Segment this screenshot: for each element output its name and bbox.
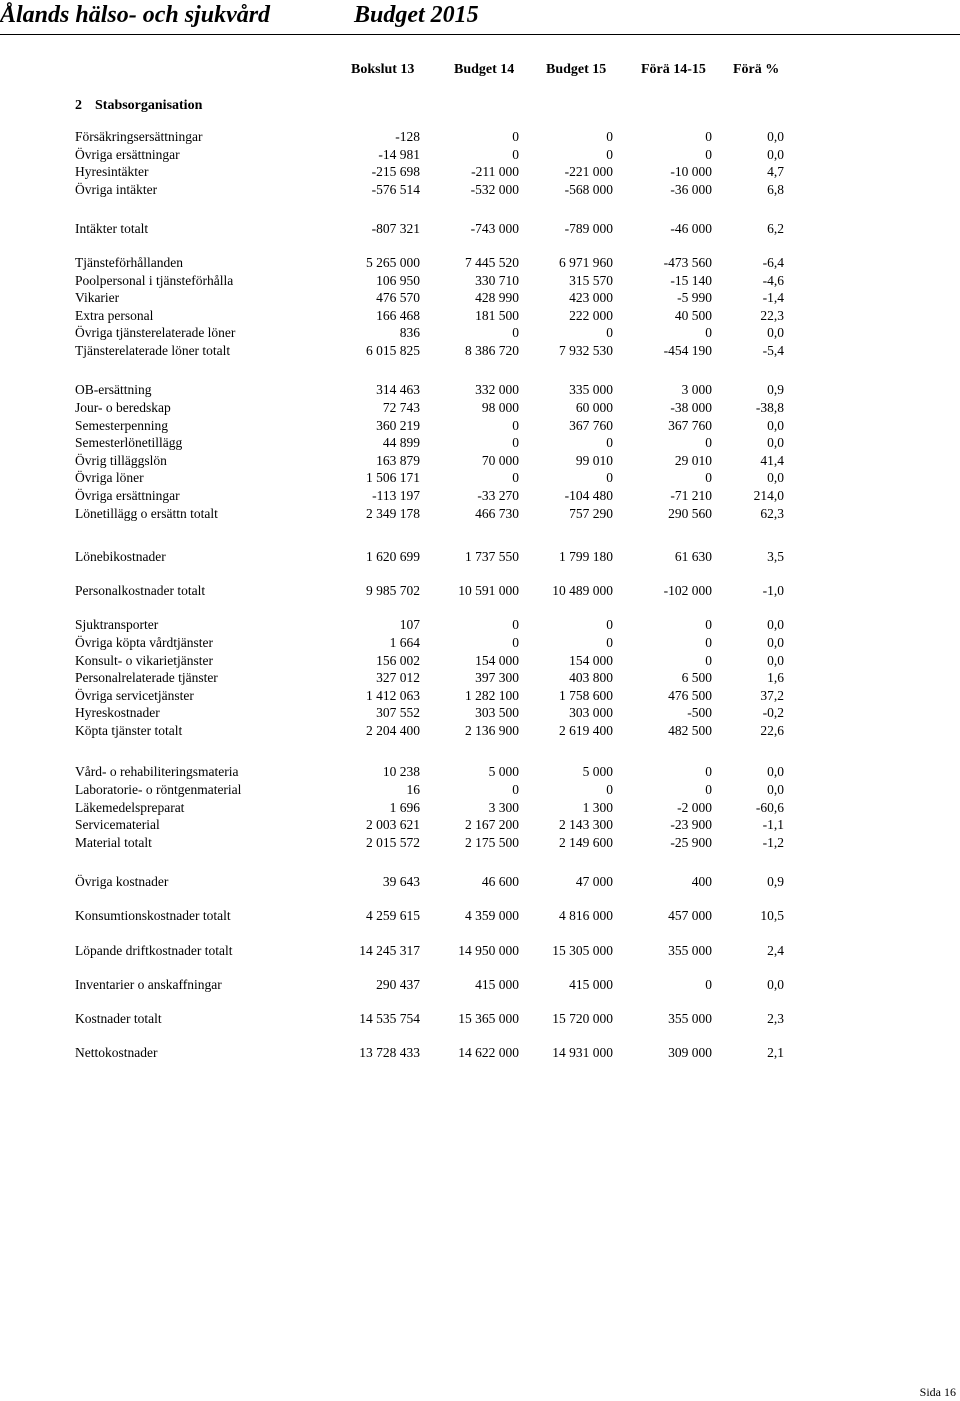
- cell-budget-14: 1 282 100: [465, 688, 519, 703]
- cell-fora-percent: 214,0: [753, 488, 784, 503]
- column-header-bokslut-13: Bokslut 13: [351, 62, 415, 77]
- cell-fora-14-15: 0: [705, 129, 712, 144]
- row-label: Övriga intäkter: [75, 182, 158, 197]
- cell-fora-14-15: 40 500: [674, 308, 712, 323]
- row-label: OB-ersättning: [75, 382, 152, 397]
- cell-fora-percent: 0,0: [767, 325, 784, 340]
- table-row: [0, 128, 960, 145]
- cell-fora-percent: 0,0: [767, 147, 784, 162]
- cell-fora-percent: 4,7: [767, 164, 784, 179]
- cell-budget-15: 7 932 530: [559, 343, 613, 358]
- cell-budget-14: 70 000: [481, 453, 519, 468]
- cell-fora-14-15: 0: [705, 470, 712, 485]
- row-label: Inventarier o anskaffningar: [75, 977, 222, 992]
- cell-fora-percent: 2,3: [767, 1011, 784, 1026]
- cell-budget-15: 0: [606, 617, 613, 632]
- table-row: [0, 704, 960, 721]
- row-label: Nettokostnader: [75, 1045, 158, 1060]
- cell-budget-15: 2 619 400: [559, 723, 613, 738]
- page-number: Sida 16: [919, 1385, 956, 1399]
- table-row: [0, 781, 960, 798]
- cell-fora-percent: 0,0: [767, 782, 784, 797]
- cell-budget-15: 0: [606, 325, 613, 340]
- cell-fora-14-15: 0: [705, 617, 712, 632]
- cell-bokslut-13: 5 265 000: [366, 255, 420, 270]
- cell-budget-15: -789 000: [564, 221, 613, 236]
- table-row: [0, 816, 960, 833]
- row-label: Övrig tilläggslön: [75, 453, 167, 468]
- cell-budget-15: -221 000: [564, 164, 613, 179]
- cell-budget-14: 154 000: [475, 653, 519, 668]
- cell-bokslut-13: -215 698: [371, 164, 420, 179]
- table-row: [0, 381, 960, 398]
- cell-fora-14-15: 0: [705, 653, 712, 668]
- row-label: Sjuktransporter: [75, 617, 159, 632]
- table-row: [0, 452, 960, 469]
- cell-fora-percent: -4,6: [762, 273, 784, 288]
- row-label: Tjänsteförhållanden: [75, 255, 183, 270]
- cell-fora-14-15: 0: [705, 147, 712, 162]
- cell-budget-15: 0: [606, 435, 613, 450]
- cell-fora-14-15: -23 900: [670, 817, 712, 832]
- table-row: [0, 399, 960, 416]
- cell-fora-14-15: 476 500: [668, 688, 712, 703]
- cell-budget-15: 15 720 000: [552, 1011, 613, 1026]
- cell-bokslut-13: 2 003 621: [366, 817, 420, 832]
- cell-budget-15: 335 000: [569, 382, 613, 397]
- cell-fora-percent: 37,2: [760, 688, 784, 703]
- cell-fora-percent: 0,0: [767, 470, 784, 485]
- cell-fora-14-15: 29 010: [674, 453, 712, 468]
- cell-fora-14-15: 0: [705, 635, 712, 650]
- cell-fora-14-15: 3 000: [681, 382, 712, 397]
- cell-fora-14-15: -454 190: [663, 343, 712, 358]
- cell-fora-14-15: 309 000: [668, 1045, 712, 1060]
- cell-fora-14-15: 290 560: [668, 506, 712, 521]
- cell-budget-14: 330 710: [475, 273, 519, 288]
- cell-fora-percent: 0,0: [767, 129, 784, 144]
- cell-budget-14: 0: [512, 617, 519, 632]
- cell-bokslut-13: -113 197: [372, 488, 420, 503]
- cell-fora-percent: 0,9: [767, 874, 784, 889]
- table-row: [0, 799, 960, 816]
- row-label: Hyresintäkter: [75, 164, 149, 179]
- section-title: [75, 97, 202, 114]
- row-label: Semesterlönetillägg: [75, 435, 183, 450]
- table-row: [0, 834, 960, 851]
- cell-budget-14: -33 270: [477, 488, 519, 503]
- table-row: [0, 254, 960, 271]
- cell-fora-percent: 41,4: [760, 453, 784, 468]
- cell-bokslut-13: 360 219: [376, 418, 420, 433]
- table-row: [0, 763, 960, 780]
- cell-bokslut-13: 1 412 063: [366, 688, 420, 703]
- cell-bokslut-13: -128: [395, 129, 420, 144]
- cell-budget-15: 1 799 180: [559, 549, 613, 564]
- table-row: [0, 342, 960, 359]
- cell-fora-percent: 0,0: [767, 635, 784, 650]
- cell-bokslut-13: 1 506 171: [366, 470, 420, 485]
- cell-budget-14: 5 000: [488, 764, 519, 779]
- page-header: [0, 0, 960, 35]
- row-label: Övriga köpta vårdtjänster: [75, 635, 213, 650]
- cell-budget-15: 222 000: [569, 308, 613, 323]
- cell-fora-14-15: 0: [705, 435, 712, 450]
- cell-bokslut-13: 72 743: [382, 400, 420, 415]
- cell-fora-14-15: 355 000: [668, 943, 712, 958]
- cell-bokslut-13: 9 985 702: [366, 583, 420, 598]
- cell-fora-percent: -60,6: [755, 800, 784, 815]
- table-row: [0, 687, 960, 704]
- cell-fora-14-15: -38 000: [670, 400, 712, 415]
- cell-fora-14-15: -71 210: [670, 488, 712, 503]
- cell-fora-percent: 0,0: [767, 764, 784, 779]
- cell-fora-14-15: 0: [705, 764, 712, 779]
- cell-budget-14: 2 136 900: [465, 723, 519, 738]
- cell-budget-15: 0: [606, 147, 613, 162]
- cell-budget-15: 757 290: [569, 506, 613, 521]
- table-row: [0, 652, 960, 669]
- cell-fora-14-15: 482 500: [668, 723, 712, 738]
- cell-budget-15: 1 758 600: [559, 688, 613, 703]
- cell-budget-14: 14 950 000: [458, 943, 519, 958]
- cell-bokslut-13: 44 899: [382, 435, 420, 450]
- cell-fora-percent: 1,6: [767, 670, 784, 685]
- table-row: [0, 548, 960, 565]
- cell-budget-14: -743 000: [470, 221, 519, 236]
- cell-budget-15: 60 000: [575, 400, 613, 415]
- row-label: Övriga servicetjänster: [75, 688, 194, 703]
- cell-fora-percent: 0,0: [767, 435, 784, 450]
- cell-bokslut-13: 4 259 615: [366, 908, 420, 923]
- cell-budget-15: 0: [606, 782, 613, 797]
- cell-budget-14: 415 000: [475, 977, 519, 992]
- cell-budget-14: -532 000: [470, 182, 519, 197]
- cell-budget-15: 10 489 000: [552, 583, 613, 598]
- table-row: [0, 487, 960, 504]
- cell-bokslut-13: 327 012: [376, 670, 420, 685]
- cell-fora-percent: -1,2: [762, 835, 784, 850]
- cell-fora-percent: 22,6: [760, 723, 784, 738]
- cell-budget-14: 0: [512, 147, 519, 162]
- column-header-fora-percent: Förä %: [733, 62, 780, 77]
- cell-bokslut-13: 836: [399, 325, 420, 340]
- cell-bokslut-13: 6 015 825: [366, 343, 420, 358]
- table-row: [0, 976, 960, 993]
- cell-fora-percent: -6,4: [762, 255, 784, 270]
- column-header-budget-15: Budget 15: [546, 62, 607, 77]
- cell-budget-14: 3 300: [488, 800, 519, 815]
- cell-bokslut-13: 166 468: [376, 308, 420, 323]
- cell-bokslut-13: 14 535 754: [359, 1011, 420, 1026]
- row-label: Personalrelaterade tjänster: [75, 670, 218, 685]
- cell-budget-14: 0: [512, 129, 519, 144]
- table-row: [0, 181, 960, 198]
- cell-bokslut-13: 2 349 178: [366, 506, 420, 521]
- cell-bokslut-13: 156 002: [376, 653, 420, 668]
- cell-bokslut-13: 107: [399, 617, 420, 632]
- cell-bokslut-13: -576 514: [371, 182, 420, 197]
- cell-fora-percent: -38,8: [755, 400, 784, 415]
- cell-budget-14: 0: [512, 635, 519, 650]
- cell-fora-percent: 0,0: [767, 653, 784, 668]
- cell-budget-14: 397 300: [475, 670, 519, 685]
- cell-budget-15: 1 300: [582, 800, 613, 815]
- table-row: [0, 434, 960, 451]
- cell-budget-14: 0: [512, 435, 519, 450]
- section-number: 2: [75, 98, 82, 113]
- cell-bokslut-13: 106 950: [376, 273, 420, 288]
- cell-budget-15: 6 971 960: [559, 255, 613, 270]
- table-row: [0, 722, 960, 739]
- cell-bokslut-13: 476 570: [376, 290, 420, 305]
- table-row: [0, 469, 960, 486]
- cell-budget-14: 8 386 720: [465, 343, 519, 358]
- cell-budget-14: 0: [512, 470, 519, 485]
- cell-fora-14-15: -25 900: [670, 835, 712, 850]
- cell-budget-15: 99 010: [575, 453, 613, 468]
- table-row: [0, 907, 960, 924]
- cell-fora-percent: -1,1: [762, 817, 784, 832]
- cell-budget-14: 1 737 550: [465, 549, 519, 564]
- table-row: [0, 505, 960, 522]
- section-name: Stabsorganisation: [95, 98, 203, 113]
- cell-bokslut-13: 2 015 572: [366, 835, 420, 850]
- cell-bokslut-13: 290 437: [376, 977, 420, 992]
- cell-bokslut-13: 307 552: [376, 705, 420, 720]
- row-label: Extra personal: [75, 308, 154, 323]
- table-row: [0, 307, 960, 324]
- table-row: [0, 289, 960, 306]
- column-header-fora-14-15: Förä 14-15: [641, 62, 706, 77]
- row-label: Försäkringsersättningar: [75, 129, 203, 144]
- cell-fora-percent: 6,2: [767, 221, 784, 236]
- row-label: Vård- o rehabiliteringsmateria: [75, 764, 239, 779]
- cell-budget-14: 181 500: [475, 308, 519, 323]
- cell-fora-14-15: 6 500: [681, 670, 712, 685]
- cell-budget-14: 15 365 000: [458, 1011, 519, 1026]
- cell-budget-15: 15 305 000: [552, 943, 613, 958]
- cell-bokslut-13: 13 728 433: [359, 1045, 420, 1060]
- cell-budget-14: 4 359 000: [465, 908, 519, 923]
- cell-budget-14: 7 445 520: [465, 255, 519, 270]
- cell-bokslut-13: 1 620 699: [366, 549, 420, 564]
- cell-budget-15: 0: [606, 470, 613, 485]
- cell-fora-14-15: 0: [705, 782, 712, 797]
- row-label: Konsumtionskostnader totalt: [75, 908, 231, 923]
- row-label: Material totalt: [75, 835, 152, 850]
- cell-budget-14: 0: [512, 782, 519, 797]
- row-label: Tjänsterelaterade löner totalt: [75, 343, 231, 358]
- cell-budget-15: -104 480: [564, 488, 613, 503]
- row-label: Vikarier: [75, 290, 120, 305]
- cell-bokslut-13: 163 879: [376, 453, 420, 468]
- cell-budget-14: 332 000: [475, 382, 519, 397]
- cell-bokslut-13: 16: [406, 782, 420, 797]
- cell-fora-percent: 2,4: [767, 943, 784, 958]
- cell-bokslut-13: 39 643: [382, 874, 420, 889]
- cell-fora-14-15: -5 990: [677, 290, 712, 305]
- table-row: [0, 324, 960, 341]
- cell-budget-14: 0: [512, 325, 519, 340]
- table-row: [0, 669, 960, 686]
- table-row: [0, 1044, 960, 1061]
- cell-budget-15: 5 000: [582, 764, 613, 779]
- cell-fora-14-15: 355 000: [668, 1011, 712, 1026]
- row-label: Lönetillägg o ersättn totalt: [75, 506, 218, 521]
- cell-bokslut-13: 1 664: [389, 635, 420, 650]
- cell-fora-percent: -1,0: [762, 583, 784, 598]
- cell-budget-14: 2 167 200: [465, 817, 519, 832]
- cell-budget-15: 47 000: [575, 874, 613, 889]
- cell-fora-percent: -5,4: [762, 343, 784, 358]
- row-label: Hyreskostnader: [75, 705, 160, 720]
- table-row: [0, 873, 960, 890]
- row-label: Servicematerial: [75, 817, 160, 832]
- cell-bokslut-13: 14 245 317: [359, 943, 420, 958]
- cell-budget-15: 315 570: [569, 273, 613, 288]
- row-label: Jour- o beredskap: [75, 400, 171, 415]
- cell-fora-percent: 2,1: [767, 1045, 784, 1060]
- cell-budget-15: 14 931 000: [552, 1045, 613, 1060]
- cell-fora-percent: -1,4: [762, 290, 784, 305]
- cell-fora-14-15: -10 000: [670, 164, 712, 179]
- cell-budget-15: 367 760: [569, 418, 613, 433]
- cell-budget-15: 2 143 300: [559, 817, 613, 832]
- cell-bokslut-13: 1 696: [389, 800, 420, 815]
- table-row: [0, 272, 960, 289]
- row-label: Övriga ersättningar: [75, 147, 180, 162]
- row-label: Lönebikostnader: [75, 549, 166, 564]
- cell-fora-14-15: 0: [705, 977, 712, 992]
- row-label: Övriga tjänsterelaterade löner: [75, 325, 236, 340]
- row-label: Laboratorie- o röntgenmaterial: [75, 782, 242, 797]
- cell-fora-14-15: 367 760: [668, 418, 712, 433]
- cell-fora-14-15: 0: [705, 325, 712, 340]
- row-label: Kostnader totalt: [75, 1011, 162, 1026]
- row-label: Intäkter totalt: [75, 221, 149, 236]
- table-row: [0, 942, 960, 959]
- cell-fora-percent: 6,8: [767, 182, 784, 197]
- cell-fora-percent: -0,2: [762, 705, 784, 720]
- row-label: Läkemedelspreparat: [75, 800, 185, 815]
- cell-budget-15: 0: [606, 635, 613, 650]
- cell-fora-14-15: 457 000: [668, 908, 712, 923]
- row-label: Övriga kostnader: [75, 874, 169, 889]
- cell-budget-14: 0: [512, 418, 519, 433]
- cell-fora-14-15: -46 000: [670, 221, 712, 236]
- cell-fora-percent: 22,3: [760, 308, 784, 323]
- row-label: Personalkostnader totalt: [75, 583, 206, 598]
- row-label: Konsult- o vikarietjänster: [75, 653, 213, 668]
- cell-budget-14: 46 600: [481, 874, 519, 889]
- cell-budget-15: -568 000: [564, 182, 613, 197]
- cell-fora-14-15: 61 630: [674, 549, 712, 564]
- table-row: [0, 146, 960, 163]
- table-row: [0, 220, 960, 237]
- cell-fora-14-15: -15 140: [670, 273, 712, 288]
- row-label: Övriga ersättningar: [75, 488, 180, 503]
- cell-budget-14: 466 730: [475, 506, 519, 521]
- cell-fora-percent: 10,5: [760, 908, 784, 923]
- cell-budget-14: 428 990: [475, 290, 519, 305]
- cell-budget-14: 303 500: [475, 705, 519, 720]
- cell-bokslut-13: 10 238: [382, 764, 420, 779]
- cell-budget-15: 0: [606, 129, 613, 144]
- organization-title: Ålands hälso- och sjukvård: [0, 2, 271, 28]
- row-label: Löpande driftkostnader totalt: [75, 943, 233, 958]
- cell-budget-15: 403 800: [569, 670, 613, 685]
- cell-budget-15: 4 816 000: [559, 908, 613, 923]
- cell-budget-14: 10 591 000: [458, 583, 519, 598]
- cell-fora-percent: 62,3: [760, 506, 784, 521]
- table-row: [0, 582, 960, 599]
- cell-fora-percent: 0,0: [767, 977, 784, 992]
- cell-fora-percent: 0,0: [767, 418, 784, 433]
- document-title: Budget 2015: [354, 2, 479, 28]
- table-row: [0, 417, 960, 434]
- cell-fora-percent: 3,5: [767, 549, 784, 564]
- cell-fora-14-15: 400: [691, 874, 712, 889]
- row-label: Semesterpenning: [75, 418, 168, 433]
- row-label: Köpta tjänster totalt: [75, 723, 183, 738]
- cell-fora-percent: 0,9: [767, 382, 784, 397]
- row-label: Poolpersonal i tjänsteförhålla: [75, 273, 234, 288]
- cell-budget-14: -211 000: [471, 164, 519, 179]
- cell-budget-15: 415 000: [569, 977, 613, 992]
- cell-budget-14: 14 622 000: [458, 1045, 519, 1060]
- cell-fora-14-15: -473 560: [663, 255, 712, 270]
- cell-budget-14: 98 000: [481, 400, 519, 415]
- cell-fora-14-15: -2 000: [677, 800, 712, 815]
- cell-bokslut-13: 2 204 400: [366, 723, 420, 738]
- cell-budget-15: 423 000: [569, 290, 613, 305]
- cell-bokslut-13: 314 463: [376, 382, 420, 397]
- table-row: [0, 634, 960, 651]
- cell-fora-14-15: -500: [687, 705, 712, 720]
- cell-fora-14-15: -36 000: [670, 182, 712, 197]
- column-header-budget-14: Budget 14: [454, 62, 515, 77]
- cell-fora-14-15: -102 000: [663, 583, 712, 598]
- cell-budget-15: 154 000: [569, 653, 613, 668]
- table-row: [0, 163, 960, 180]
- table-row: [0, 1010, 960, 1027]
- table-row: [0, 616, 960, 633]
- cell-bokslut-13: -14 981: [378, 147, 420, 162]
- cell-budget-14: 2 175 500: [465, 835, 519, 850]
- cell-budget-15: 2 149 600: [559, 835, 613, 850]
- cell-bokslut-13: -807 321: [371, 221, 420, 236]
- row-label: Övriga löner: [75, 470, 144, 485]
- cell-budget-15: 303 000: [569, 705, 613, 720]
- cell-fora-percent: 0,0: [767, 617, 784, 632]
